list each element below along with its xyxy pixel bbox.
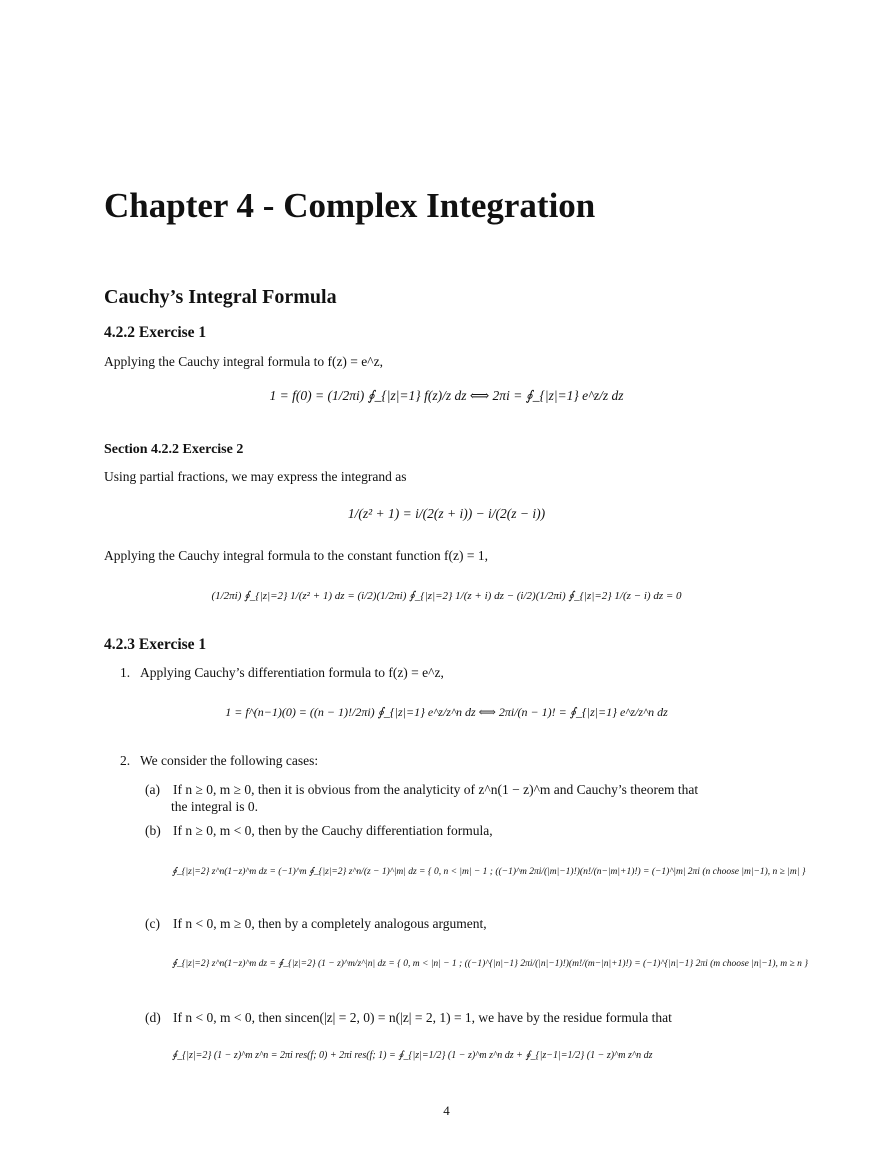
exercise-heading: 4.2.3 Exercise 1 — [104, 636, 207, 653]
list-marker: (c) — [145, 916, 160, 931]
display-equation: ∮_{|z|=2} z^n(1−z)^m dz = (−1)^m ∮_{|z|=2} z^n/(z − 1)^|m| dz = { 0, n < |m| − 1 ; ((−1)^m 2πi/(|m|−1)!)(n!/(n−|m|+1)!) = (−1)^|m| 2πi (n choose |m|−1), n ≥ |m| } — [172, 867, 806, 877]
list-marker: (a) — [145, 782, 160, 797]
list-text: If n < 0, m ≥ 0, then by a completely analogous argument, — [173, 916, 487, 931]
display-equation: 1/(z² + 1) = i/(2(z + i)) − i/(2(z − i)) — [347, 506, 546, 521]
chapter-title: Chapter 4 - Complex Integration — [104, 186, 596, 225]
exercise-intro: Applying the Cauchy integral formula to f(z) = e^z, — [104, 354, 383, 369]
display-equation: 1 = f(0) = (1/2πi) ∮_{|z|=1} f(z)/z dz ⟺ 2πi = ∮_{|z|=1} e^z/z dz — [269, 388, 624, 403]
section-title: Cauchy’s Integral Formula — [104, 286, 337, 308]
list-marker: (d) — [145, 1010, 161, 1025]
list-marker: (b) — [145, 823, 161, 838]
list-item — [120, 753, 318, 769]
list-item — [145, 823, 493, 839]
display-equation: ∮_{|z|=2} z^n(1−z)^m dz = ∮_{|z|=2} (1 − z)^m/z^|n| dz = { 0, m < |n| − 1 ; ((−1)^{|n|−1} 2πi/(|n|−1)!)(m!/(m−|n|+1)!) = (−1)^{|n|−1} 2πi (m choose |n|−1), m ≥ n } — [172, 959, 809, 969]
list-text: If n ≥ 0, m < 0, then by the Cauchy differentiation formula, — [173, 823, 493, 838]
list-marker: 1. — [120, 665, 131, 680]
list-text: If n ≥ 0, m ≥ 0, then it is obvious from the analyticity of z^n(1 − z)^m and Cauchy’s theorem that — [173, 782, 699, 797]
exercise-intro: Using partial fractions, we may express the integrand as — [104, 469, 407, 484]
display-equation: ∮_{|z|=2} (1 − z)^m z^n = 2πi res(f; 0) + 2πi res(f; 1) = ∮_{|z|=1/2} (1 − z)^m z^n dz + ∮_{|z−1|=1/2} (1 − z)^m z^n dz — [172, 1050, 653, 1061]
paragraph: Applying the Cauchy integral formula to the constant function f(z) = 1, — [104, 548, 489, 563]
display-equation: (1/2πi) ∮_{|z|=2} 1/(z² + 1) dz = (i/2)(1/2πi) ∮_{|z|=2} 1/(z + i) dz − (i/2)(1/2πi) ∮_{|z|=2} 1/(z − i) dz = 0 — [211, 590, 682, 602]
exercise-heading: 4.2.2 Exercise 1 — [104, 324, 207, 341]
list-text: the integral is 0. — [171, 799, 258, 814]
display-equation: 1 = f^(n−1)(0) = ((n − 1)!/2πi) ∮_{|z|=1} e^z/z^n dz ⟺ 2πi/(n − 1)! = ∮_{|z|=1} e^z/z^n dz — [225, 705, 668, 719]
list-item — [145, 1010, 672, 1026]
list-marker: 2. — [120, 753, 131, 768]
list-text: Applying Cauchy’s differentiation formula to f(z) = e^z, — [140, 665, 444, 680]
list-item — [145, 782, 698, 798]
list-text: If n < 0, m < 0, then sincen(|z| = 2, 0) = n(|z| = 2, 1) = 1, we have by the residue formula that — [173, 1010, 672, 1025]
list-item — [145, 916, 487, 932]
exercise-heading: Section 4.2.2 Exercise 2 — [104, 442, 244, 457]
list-text: We consider the following cases: — [140, 753, 319, 768]
list-item — [120, 665, 444, 681]
page-number: 4 — [443, 1103, 450, 1118]
